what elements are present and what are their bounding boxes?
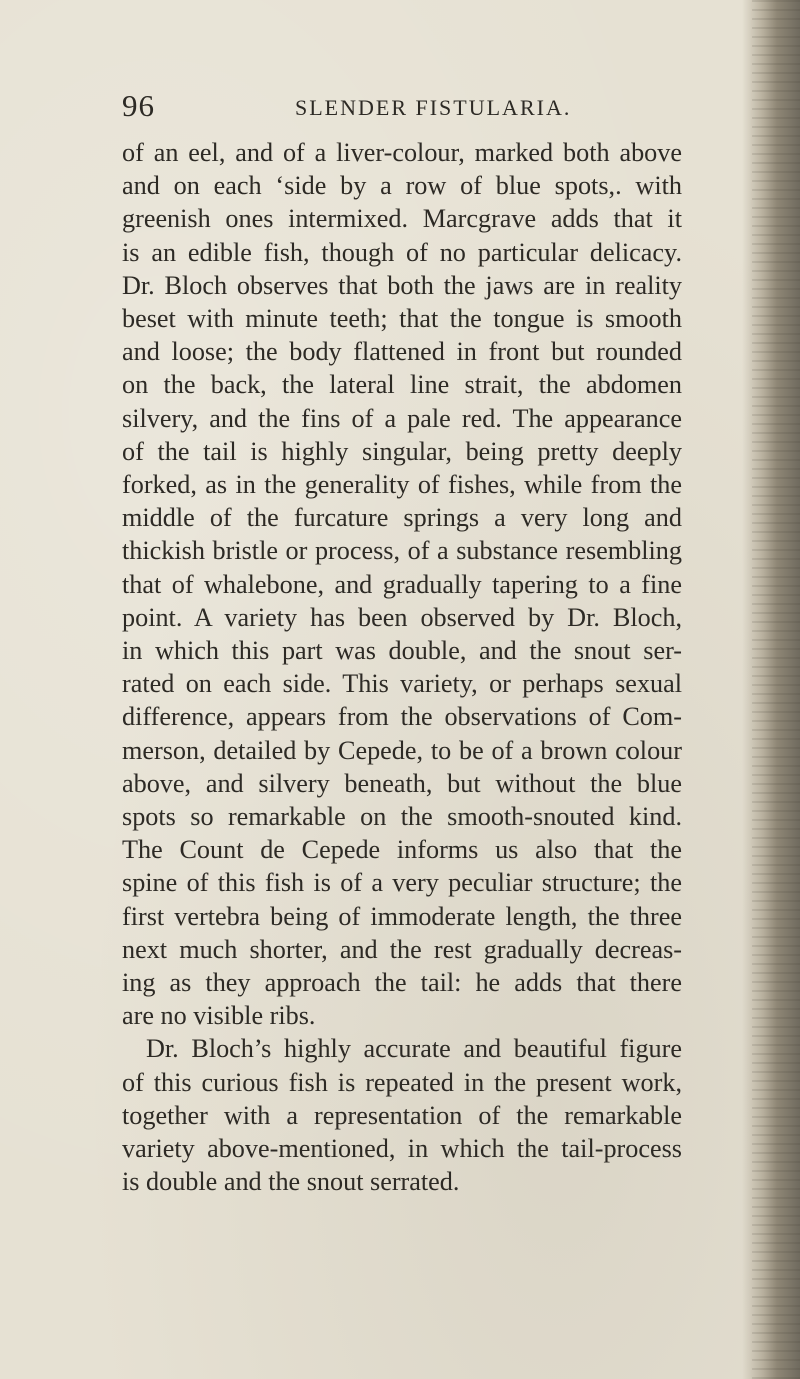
text-line: beset with minute teeth; that the tongue is smooth [122, 304, 682, 334]
text-line: spots so remarkable on the smooth-snouted kind. [122, 802, 682, 832]
text-line: The Count de Cepede informs us also that the [122, 835, 682, 865]
text-line: spine of this fish is of a very peculiar structure; the [122, 868, 682, 898]
page-header [122, 88, 682, 128]
text-line: that of whalebone, and gradually tapering to a fine [122, 569, 682, 599]
text-line: thickish bristle or process, of a substance resembling [122, 536, 682, 566]
text-line: first vertebra being of immoderate length, the three [122, 901, 682, 931]
page-number: 96 [122, 88, 155, 123]
paragraph-2 [122, 1032, 682, 1198]
text-line: of this curious fish is repeated in the present work, [122, 1067, 682, 1097]
text-line: in which this part was double, and the snout ser- [122, 636, 682, 666]
text-line: of an eel, and of a liver-colour, marked both above [122, 138, 682, 167]
text-line: variety above-mentioned, in which the tail-process [122, 1134, 682, 1164]
text-line: middle of the furcature springs a very long and [122, 503, 682, 533]
page-edge-shadow [742, 0, 800, 1379]
text-line: and loose; the body flattened in front but rounded [122, 337, 682, 367]
text-line: is an edible fish, though of no particular delicacy. [122, 237, 682, 267]
text-line: together with a representation of the remarkable [122, 1100, 682, 1130]
body-text [122, 136, 682, 1199]
text-line: merson, detailed by Cepede, to be of a brown colour [122, 735, 682, 765]
text-line: Dr. Bloch’s highly accurate and beautiful figure [146, 1034, 682, 1064]
text-line: rated on each side. This variety, or perhaps sexual [122, 669, 682, 699]
text-line: above, and silvery beneath, but without the blue [122, 768, 682, 798]
text-line: forked, as in the generality of fishes, while from the [122, 470, 682, 500]
paragraph-1 [122, 136, 682, 1032]
text-line: next much shorter, and the rest gradually decreas- [122, 934, 682, 964]
text-line: point. A variety has been observed by Dr. Bloch, [122, 602, 682, 632]
text-line: greenish ones intermixed. Marcgrave adds that it [122, 204, 682, 234]
text-line: on the back, the lateral line strait, the abdomen [122, 370, 682, 400]
text-line: silvery, and the fins of a pale red. The appearance [122, 403, 682, 433]
text-line: are no visible ribs. [122, 1001, 316, 1031]
text-line: difference, appears from the observations of Com- [122, 702, 682, 732]
text-line: Dr. Bloch observes that both the jaws are in reality [122, 270, 682, 300]
text-line: of the tail is highly singular, being pretty deeply [122, 436, 682, 466]
text-line: is double and the snout serrated. [122, 1167, 460, 1197]
running-head: SLENDER FISTULARIA. [295, 95, 572, 120]
text-line: and on each ‘side by a row of blue spots,. with [122, 171, 682, 201]
text-line: ing as they approach the tail: he adds that there [122, 968, 682, 998]
